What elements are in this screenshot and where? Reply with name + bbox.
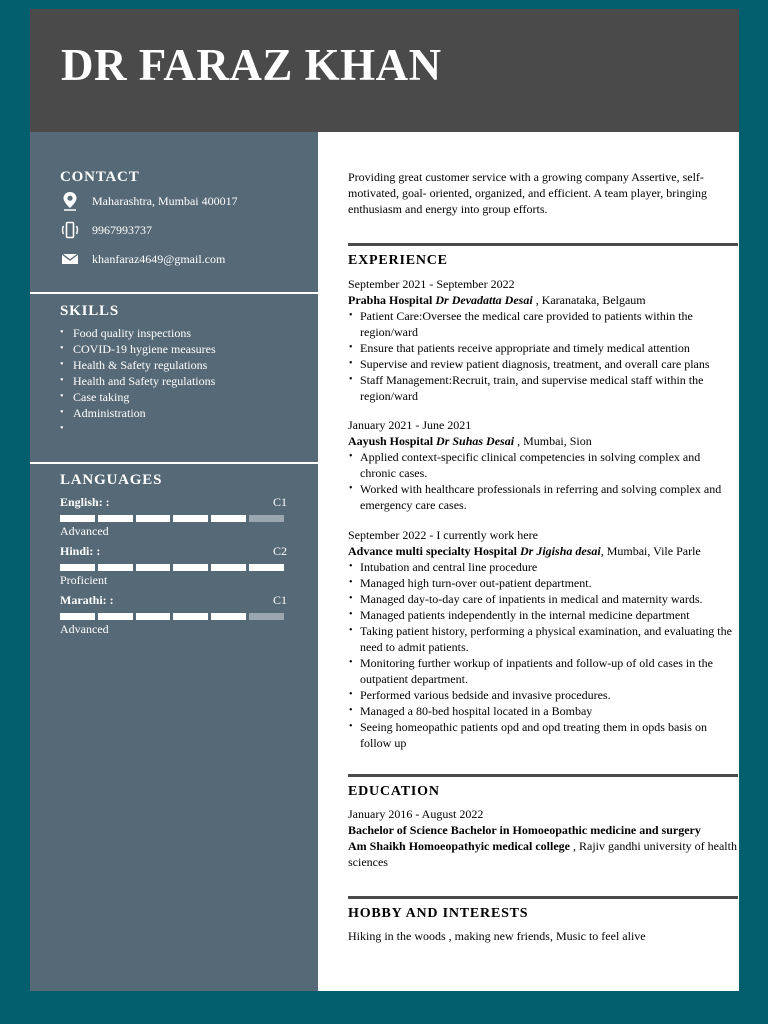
proficiency-segment	[60, 515, 95, 522]
header	[30, 9, 739, 132]
sidebar	[30, 132, 318, 991]
skills-heading: SKILLS	[60, 303, 119, 319]
proficiency-segment	[173, 613, 208, 620]
job-location: , Mumbai, Vile Parle	[600, 544, 701, 558]
language-name: English: :	[60, 495, 110, 509]
experience-entry	[348, 276, 738, 404]
list-item: • Administration	[60, 405, 216, 421]
skills-list	[60, 325, 216, 437]
list-item: • Managed a 80-bed hospital located in a Bombay	[348, 703, 738, 719]
proficiency-segment	[211, 564, 246, 571]
divider	[30, 462, 318, 464]
phone-icon	[60, 220, 80, 240]
divider	[348, 774, 738, 777]
list-item: • Managed high turn-over out-patient department.	[348, 575, 738, 591]
list-item: • Staff Management:Recruit, train, and supervise medical staff within the region/ward	[348, 372, 738, 404]
experience-entry	[348, 417, 738, 513]
contact-heading: CONTACT	[60, 169, 140, 185]
job-duties	[348, 449, 738, 513]
job-employer	[348, 543, 738, 559]
proficiency-segment	[98, 613, 133, 620]
list-item: • Supervise and review patient diagnosis, treatment, and overall care plans	[348, 356, 738, 372]
job-location: , Mumbai, Sion	[514, 434, 592, 448]
proficiency-segment	[173, 515, 208, 522]
company-name: Prabha Hospital	[348, 293, 433, 307]
proficiency-segment	[249, 613, 284, 620]
language-english	[60, 494, 287, 539]
company-name: Advance multi specialty Hospital	[348, 544, 518, 558]
list-item: • Worked with healthcare professionals in referring and solving complex and emergency care cases.	[348, 481, 738, 513]
degree-name: Bachelor of Science Bachelor in Homoeopathic medicine and surgery	[348, 823, 701, 837]
experience-heading: EXPERIENCE	[348, 253, 448, 268]
job-duties	[348, 308, 738, 404]
proficiency-bar	[60, 613, 287, 620]
languages-heading: LANGUAGES	[60, 472, 163, 488]
contact-email	[60, 248, 310, 270]
proficiency-bar	[60, 515, 287, 522]
job-dates: September 2021 - September 2022	[348, 277, 515, 291]
proficiency-segment	[98, 564, 133, 571]
list-item: • Ensure that patients receive appropriate and timely medical attention	[348, 340, 738, 356]
divider	[30, 292, 318, 294]
list-item: • Monitoring further workup of inpatients and follow-up of old cases in the outpatient department.	[348, 655, 738, 687]
envelope-icon	[60, 249, 80, 269]
list-item: • Health & Safety regulations	[60, 357, 216, 373]
language-hindi	[60, 543, 287, 588]
list-item: • COVID-19 hygiene measures	[60, 341, 216, 357]
list-item: • Managed day-to-day care of inpatients in medical and maternity wards.	[348, 591, 738, 607]
list-item: • Intubation and central line procedure	[348, 559, 738, 575]
address-text: Maharashtra, Mumbai 400017	[92, 193, 238, 208]
divider	[348, 896, 738, 899]
proficiency-segment	[211, 515, 246, 522]
job-dates: September 2022 - I currently work here	[348, 528, 538, 542]
college-name: Am Shaikh Homoeopathyic medical college	[348, 839, 570, 853]
hobbies-text: Hiking in the woods , making new friends, Music to feel alive	[348, 929, 646, 943]
list-item: • Applied context-specific clinical competencies in solving complex and chronic cases.	[348, 449, 738, 481]
language-name: Marathi: :	[60, 593, 114, 607]
language-code: C2	[272, 544, 287, 558]
university-name: , Rajiv gandhi university of health sciences	[348, 839, 737, 869]
proficiency-segment	[173, 564, 208, 571]
education-dates: January 2016 - August 2022	[348, 807, 484, 821]
supervisor-name: Dr Suhas Desai	[436, 434, 515, 448]
list-item: • Health and Safety regulations	[60, 373, 216, 389]
proficiency-segment	[60, 613, 95, 620]
candidate-name: DR FARAZ KHAN	[61, 40, 442, 90]
language-level: Advanced	[60, 622, 109, 636]
supervisor-name: Dr Jigisha desai	[520, 544, 601, 558]
proficiency-segment	[249, 564, 284, 571]
supervisor-name: Dr Devadatta Desai	[435, 293, 533, 307]
proficiency-segment	[136, 515, 171, 522]
list-item: • Food quality inspections	[60, 325, 216, 341]
email-text: khanfaraz4649@gmail.com	[92, 251, 226, 266]
list-item: • Seeing homeopathic patients opd and opd treating them in opds basis on follow up	[348, 719, 738, 751]
language-level: Proficient	[60, 573, 108, 587]
list-item: • Performed various bedside and invasive procedures.	[348, 687, 738, 703]
language-level: Advanced	[60, 524, 109, 538]
contact-phone	[60, 219, 310, 241]
list-item: • Managed patients independently in the internal medicine department	[348, 607, 738, 623]
education-entry	[348, 806, 738, 870]
education-heading: EDUCATION	[348, 784, 440, 799]
list-item	[60, 421, 216, 437]
hobbies-heading: HOBBY AND INTERESTS	[348, 906, 529, 921]
language-code: C1	[272, 495, 287, 509]
list-item: • Case taking	[60, 389, 216, 405]
list-item: • Patient Care:Oversee the medical care provided to patients within the region/ward	[348, 308, 738, 340]
language-name: Hindi: :	[60, 544, 101, 558]
language-marathi	[60, 592, 287, 637]
job-employer	[348, 433, 738, 449]
proficiency-segment	[136, 564, 171, 571]
company-name: Aayush Hospital	[348, 434, 434, 448]
job-employer	[348, 292, 738, 308]
proficiency-segment	[60, 564, 95, 571]
experience-entry	[348, 527, 738, 751]
proficiency-segment	[136, 613, 171, 620]
location-pin-icon	[60, 191, 80, 211]
job-location: , Karanataka, Belgaum	[532, 293, 646, 307]
proficiency-segment	[249, 515, 284, 522]
language-code: C1	[272, 593, 287, 607]
resume-page	[30, 9, 739, 991]
list-item: • Taking patient history, performing a physical examination, and evaluating the need to admit patients.	[348, 623, 738, 655]
proficiency-segment	[98, 515, 133, 522]
phone-text: 9967993737	[92, 222, 152, 237]
proficiency-segment	[211, 613, 246, 620]
profile-summary: Providing great customer service with a growing company Assertive, self-motivated, goal- oriented, organized, and efficient. A team player, bringing enthusiasm and energy into group efforts.	[348, 170, 707, 216]
job-duties	[348, 559, 738, 751]
proficiency-bar	[60, 564, 287, 571]
divider	[348, 243, 738, 246]
job-dates: January 2021 - June 2021	[348, 418, 472, 432]
contact-address	[60, 190, 310, 212]
